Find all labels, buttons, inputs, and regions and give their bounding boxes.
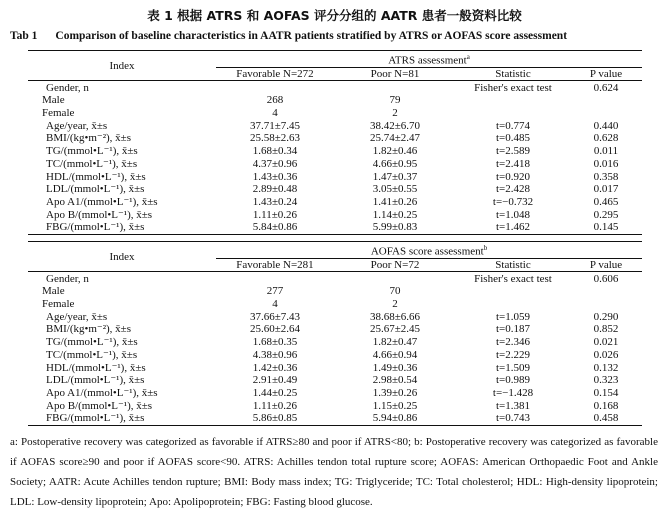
favorable-value: 2.91±0.49 [252, 374, 298, 387]
favorable-value: 5.84±0.86 [216, 221, 334, 234]
row-label: Age/year, x̄±s [46, 119, 108, 132]
statistic-value: t=1.048 [495, 208, 530, 221]
group-footnote-mark: b [483, 244, 488, 252]
p-value: 0.168 [593, 399, 619, 412]
row-label: Apo B/(mmol•L⁻¹), x̄±s [46, 399, 153, 412]
poor-value: 1.39±0.26 [372, 386, 418, 399]
row-label: BMI/(kg•m⁻²), x̄±s [46, 132, 131, 145]
favorable-value: 4.37±0.96 [252, 157, 298, 170]
table-row [28, 285, 642, 298]
row-label: Age/year, x̄±s [46, 310, 108, 323]
statistic-value: t=2.229 [495, 348, 530, 361]
statistic-value: t=1.462 [456, 221, 570, 234]
poor-value: 79 [389, 94, 401, 107]
favorable-value: 25.58±2.63 [249, 132, 301, 145]
table-row [28, 119, 642, 132]
statistic-value [456, 298, 570, 311]
p-value: 0.465 [593, 195, 619, 208]
group-label: ATRS assessment [388, 54, 467, 67]
col-statistic-header: Statistic [456, 258, 570, 272]
favorable-value: 1.68±0.34 [252, 145, 298, 158]
col-pvalue-header: P value [570, 258, 642, 272]
table-row [28, 361, 642, 374]
aofas-table [28, 241, 642, 426]
poor-value: 2.98±0.54 [372, 374, 418, 387]
table-row [28, 412, 642, 425]
statistic-value: t=1.381 [495, 399, 530, 412]
poor-value: 25.67±2.45 [369, 323, 421, 336]
favorable-value: 1.44±0.25 [252, 386, 298, 399]
poor-value: 38.42±6.70 [369, 119, 421, 132]
statistic-value: t=0.989 [495, 374, 530, 387]
row-label: Female [42, 298, 75, 311]
row-label: Female [42, 107, 75, 120]
p-value [570, 298, 642, 311]
atrs-table [28, 50, 642, 235]
row-label: Gender, n [46, 272, 89, 285]
favorable-value: 37.66±7.43 [249, 310, 301, 323]
poor-value: 2 [392, 298, 398, 311]
p-value: 0.358 [593, 170, 619, 183]
index-header: Index [28, 51, 216, 81]
table-row [28, 374, 642, 387]
col-favorable-header: Favorable N=281 [216, 258, 334, 272]
favorable-value: 4 [272, 298, 278, 311]
favorable-value: 1.43±0.24 [252, 195, 298, 208]
p-value: 0.132 [593, 361, 619, 374]
atrs-group-header [216, 51, 642, 68]
poor-value: 70 [389, 285, 401, 298]
row-label: Apo B/(mmol•L⁻¹), x̄±s [46, 208, 153, 221]
statistic-value: t=−1.428 [492, 386, 534, 399]
poor-value: 5.99±0.83 [334, 221, 456, 234]
group-footnote-mark: a [466, 53, 470, 61]
poor-value: 1.41±0.26 [372, 195, 418, 208]
p-value [570, 285, 642, 298]
row-label: Gender, n [46, 81, 89, 94]
favorable-value: 5.86±0.85 [252, 412, 298, 425]
table-row [28, 272, 642, 285]
table-group-header-row [28, 242, 642, 259]
row-label: Male [42, 285, 65, 298]
favorable-value: 4.38±0.96 [252, 348, 298, 361]
favorable-value: 1.42±0.36 [252, 361, 298, 374]
table-group-header-row [28, 51, 642, 68]
p-value: 0.021 [593, 336, 619, 349]
row-label: Male [42, 94, 65, 107]
favorable-value: 4 [272, 107, 278, 120]
statistic-value: Fisher's exact test [474, 272, 552, 285]
p-value: 0.290 [593, 310, 619, 323]
poor-value: 1.15±0.25 [372, 399, 418, 412]
table-row [28, 81, 642, 94]
table-row [28, 196, 642, 209]
row-label: HDL/(mmol•L⁻¹), x̄±s [46, 170, 146, 183]
table-footnote: a: Postoperative recovery was categorized as favorable if ATRS≥80 and poor if ATRS<80; b: Postoperative recovery was categorized as favorable if AOFAS score≥90 and poor if AOFAS score<90. ATRS: Achilles tendon total rupture score; AOFAS: American Orthopaedic Foot and Ankle Society; AATR: Acute Achilles tendon rupture; BMI: Body mass index; TG: Triglyceride; TC: Total cholesterol; HDL: High-density lipoprotein; LDL: Low-density lipoprotein; Apo: Apolipoprotein; FBG: Fasting blood glucose. [10, 436, 658, 508]
poor-value: 1.47±0.37 [372, 170, 418, 183]
row-label: LDL/(mmol•L⁻¹), x̄±s [46, 183, 145, 196]
col-poor-header: Poor N=81 [334, 67, 456, 81]
poor-value: 25.74±2.47 [369, 132, 421, 145]
poor-value: 1.14±0.25 [372, 208, 418, 221]
col-favorable-header: Favorable N=272 [216, 67, 334, 81]
row-label: BMI/(kg•m⁻²), x̄±s [46, 323, 131, 336]
p-value: 0.458 [593, 412, 619, 425]
p-value: 0.011 [593, 145, 619, 158]
statistic-value: t=2.346 [495, 336, 530, 349]
favorable-value [216, 272, 334, 285]
table-row [28, 221, 642, 234]
table-row [28, 107, 642, 120]
poor-value: 2 [392, 107, 398, 120]
statistic-value: t=0.774 [495, 119, 530, 132]
p-value: 0.624 [593, 81, 619, 94]
statistic-value: t=1.509 [495, 361, 530, 374]
col-pvalue-header: P value [570, 67, 642, 81]
row-label: Apo A1/(mmol•L⁻¹), x̄±s [46, 195, 158, 208]
table-row [28, 94, 642, 107]
p-value: 0.026 [593, 348, 619, 361]
row-label: Apo A1/(mmol•L⁻¹), x̄±s [46, 386, 158, 399]
statistic-value: t=−0.732 [492, 195, 534, 208]
poor-value: 1.49±0.36 [372, 361, 418, 374]
poor-value: 3.05±0.55 [372, 183, 418, 196]
poor-value [334, 272, 456, 285]
statistic-value: t=2.418 [495, 157, 530, 170]
poor-value: 1.82±0.46 [372, 145, 418, 158]
statistic-value [456, 285, 570, 298]
statistic-value: t=2.428 [495, 183, 530, 196]
table-row [28, 348, 642, 361]
row-label: FBG/(mmol•L⁻¹), x̄±s [28, 221, 216, 234]
row-label: HDL/(mmol•L⁻¹), x̄±s [46, 361, 146, 374]
favorable-value: 277 [266, 285, 284, 298]
table-row [28, 157, 642, 170]
statistic-value: t=2.589 [495, 145, 530, 158]
statistic-value: t=0.187 [495, 323, 530, 336]
table-row [28, 298, 642, 311]
table-row [28, 310, 642, 323]
table-row [28, 208, 642, 221]
table-title-english [10, 30, 660, 42]
table-title-chinese: 表 1 根据 ATRS 和 AOFAS 评分分组的 AATR 患者一般资料比较 [147, 8, 522, 23]
p-value: 0.295 [593, 208, 619, 221]
row-label: TC/(mmol•L⁻¹), x̄±s [46, 348, 138, 361]
atrs-table-body [28, 81, 642, 234]
table-row [28, 387, 642, 400]
row-label: TC/(mmol•L⁻¹), x̄±s [46, 157, 138, 170]
poor-value [334, 81, 456, 94]
statistic-value [456, 107, 570, 120]
statistic-value [456, 94, 570, 107]
p-value: 0.440 [593, 119, 619, 132]
poor-value: 5.94±0.86 [372, 412, 418, 425]
p-value [570, 94, 642, 107]
table-row [28, 336, 642, 349]
table-row [28, 323, 642, 336]
p-value: 0.017 [593, 183, 619, 196]
row-label: TG/(mmol•L⁻¹), x̄±s [46, 145, 138, 158]
poor-value: 38.68±6.66 [369, 310, 421, 323]
p-value: 0.323 [593, 374, 619, 387]
p-value: 0.154 [593, 386, 619, 399]
favorable-value: 1.43±0.36 [252, 170, 298, 183]
favorable-value: 1.11±0.26 [252, 208, 298, 221]
favorable-value: 1.11±0.26 [252, 399, 298, 412]
p-value: 0.606 [593, 272, 619, 285]
row-label: LDL/(mmol•L⁻¹), x̄±s [46, 374, 145, 387]
favorable-value: 268 [266, 94, 284, 107]
p-value: 0.016 [593, 157, 619, 170]
index-header: Index [28, 242, 216, 272]
poor-value: 4.66±0.95 [372, 157, 418, 170]
table-row [28, 132, 642, 145]
poor-value: 4.66±0.94 [372, 348, 418, 361]
p-value [570, 107, 642, 120]
favorable-value: 37.71±7.45 [249, 119, 301, 132]
statistic-value: Fisher's exact test [474, 81, 552, 94]
p-value: 0.852 [593, 323, 619, 336]
p-value: 0.628 [593, 132, 619, 145]
col-poor-header: Poor N=72 [334, 258, 456, 272]
p-value: 0.145 [570, 221, 642, 234]
table-row [28, 170, 642, 183]
table-number: Tab 1 [10, 30, 38, 42]
statistic-value: t=0.920 [495, 170, 530, 183]
statistic-value: t=0.743 [495, 412, 530, 425]
poor-value: 1.82±0.47 [372, 336, 418, 349]
statistic-value: t=0.485 [495, 132, 530, 145]
table-caption: Comparison of baseline characteristics in AATR patients stratified by ATRS or AOFAS score assessment [55, 30, 568, 42]
row-label: FBG/(mmol•L⁻¹), x̄±s [46, 412, 145, 425]
favorable-value: 2.89±0.48 [252, 183, 298, 196]
aofas-table-body [28, 272, 642, 425]
table-row [28, 145, 642, 158]
col-statistic-header: Statistic [456, 67, 570, 81]
aofas-group-header [216, 242, 642, 259]
table-row [28, 183, 642, 196]
table-row [28, 399, 642, 412]
favorable-value: 25.60±2.64 [249, 323, 301, 336]
group-label: AOFAS score assessment [370, 245, 484, 258]
favorable-value [216, 81, 334, 94]
favorable-value: 1.68±0.35 [252, 336, 298, 349]
row-label: TG/(mmol•L⁻¹), x̄±s [46, 336, 138, 349]
statistic-value: t=1.059 [495, 310, 530, 323]
